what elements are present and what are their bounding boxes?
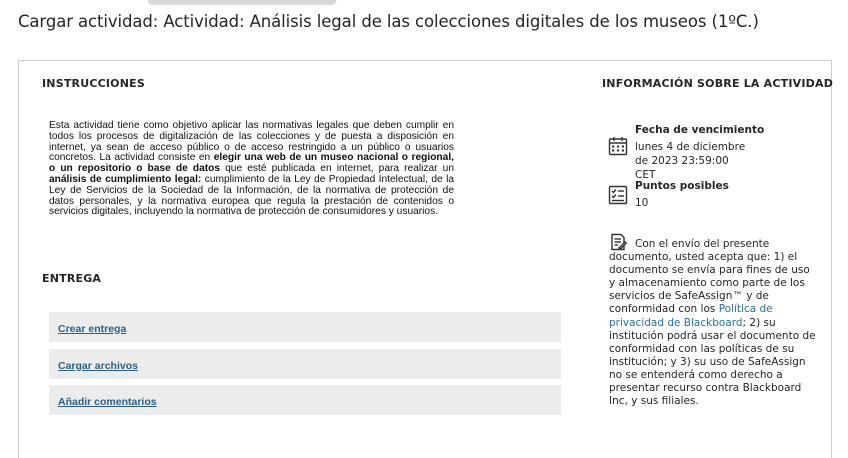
instructions-text — [49, 121, 454, 218]
activity-info-heading: INFORMACIÓN SOBRE LA ACTIVIDAD — [602, 77, 834, 90]
page-title: Cargar actividad: Actividad: Análisis legal de las colecciones digitales de los museos (1ºC.) — [18, 12, 759, 31]
activity-panel — [18, 60, 832, 458]
create-submission-label: Crear entrega — [58, 322, 127, 335]
add-comments-label: Añadir comentarios — [58, 395, 157, 408]
points-value: 10 — [635, 197, 649, 209]
entrega-heading: ENTREGA — [42, 272, 102, 285]
agreement-text — [609, 233, 817, 408]
checklist-icon — [608, 185, 628, 205]
due-date-value: lunes 4 de diciembre de 2023 23:59:00 CET — [635, 141, 746, 181]
create-submission-button[interactable] — [49, 312, 561, 342]
instructions-text-part: que esté publicada en internet, para realizar un — [220, 163, 454, 175]
agreement-text-part: Con el envío del presente documento, usted acepta que: 1) el documento se envía para fines de uso y almacenamiento como parte de los servicios de SafeAssign™ y de conformidad con los — [609, 238, 810, 316]
upload-files-label: Cargar archivos — [58, 359, 138, 372]
top-tab-indicator — [148, 0, 336, 4]
document-edit-icon — [609, 233, 627, 251]
due-date-label: Fecha de vencimiento — [635, 124, 765, 136]
agreement-text-part: ; 2) su institución podrá usar el documento de conformidad con las políticas de su institución; y 3) su uso de SafeAssign no se entenderá como derecho a presentar recurso contra Blackboard Inc, y sus filiales. — [609, 316, 816, 408]
calendar-icon — [608, 136, 628, 156]
instructions-text-bold: elegir una web de un museo nacional o regional, o un repositorio o base de datos — [49, 152, 454, 175]
instructions-text-part: Esta actividad tiene como objetivo aplicar las normativas legales que deben cumplir en todos los procesos de digitalización de las colecciones y de puesta a disposición en internet, ya sean de acceso público o de acceso restringido a un público o usuarios concretos. La actividad consiste en — [49, 120, 454, 164]
privacy-policy-link[interactable]: Política de privacidad de Blackboard — [609, 303, 773, 329]
points-label: Puntos posibles — [635, 180, 729, 192]
instructions-text-part: cumplimiento de la Ley de Propiedad Intelectual, de la Ley de Servicios de la Sociedad de la Información, de la normativa de protección de datos personales, y la normativa europea que regula la prestación de contenidos o servicios digitales, incluyendo la normativa de protección de consumidores y usuarios. — [49, 173, 454, 218]
upload-files-button[interactable] — [49, 349, 561, 379]
add-comments-button[interactable] — [49, 385, 561, 415]
instructions-text-bold: análisis de cumplimiento legal: — [49, 173, 202, 185]
instructions-heading: INSTRUCCIONES — [42, 77, 145, 90]
